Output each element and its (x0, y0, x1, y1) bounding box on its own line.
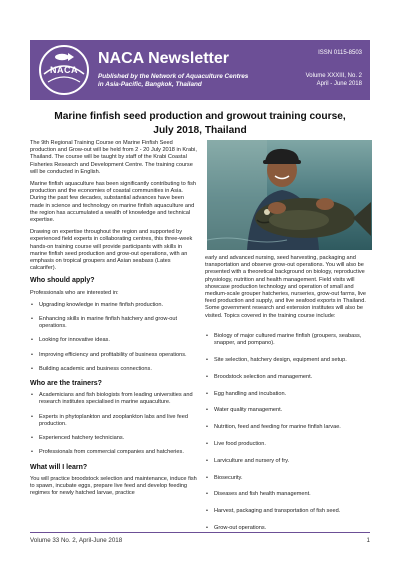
topic-item: • Larviculture and nursery of fry. (205, 458, 371, 465)
topic-item: • Water quality management. (205, 407, 371, 414)
topic-item: • Biosecurity. (205, 475, 371, 482)
headline-line-1: Marine finfish seed production and growout training course, (54, 111, 346, 122)
footer-issue: Volume 33 No. 2, April-June 2018 (30, 537, 123, 544)
footer-divider (30, 532, 370, 533)
learn-paragraph: You will practice broodstock selection and maintenance, induce fish to spawn, incubate eggs, prepare live feed and develop feeding regimes for newly hatched larvae, practice (30, 475, 197, 497)
publisher-line-1: Published by the Network of Aquaculture Centres (98, 73, 249, 80)
trainers-heading: Who are the trainers? (30, 380, 102, 388)
newsletter-publisher (98, 73, 248, 89)
topics-list (205, 333, 371, 532)
intro-paragraph: Drawing on expertise throughout the region and supported by experienced field experts in collaborating centres, this three-week hands-on training course will provide participants with skills in marine finfish seed production and grow-out operations, with an emphasis on tropical groupers and Asian seabass (Lates calcarifer). (30, 229, 193, 272)
learn-heading: What will I learn? (30, 463, 88, 471)
topic-item: • Biology of major cultured marine finfish (groupers, seabass, snapper, and pompano). (205, 333, 371, 347)
topic-item: • Nutrition, feed and feeding for marine finfish larvae. (205, 424, 371, 431)
topic-item: • Diseases and fish health management. (205, 491, 371, 498)
topic-item: • Live food production. (205, 441, 371, 448)
list-item: • Improving efficiency and profitability of business operations. (30, 352, 198, 359)
article-headline (30, 110, 370, 138)
trainers-list (30, 392, 198, 456)
newsletter-masthead (30, 40, 370, 100)
course-description: early and advanced nursing, seed harvesting, packaging and transportation and observe grow-out operations. You will also be presented with a theoretical background on biology, reproductive physiology, nutrition and health management. Field visits will showcase production technology and operation of small and medium-scale grouper hatcheries, nurseries, grow-out farms, live feed production and supply, and live seafood exports in Thailand. Some government research and extension institutes will also be visited. Topics covered in the training course include: (205, 255, 367, 319)
list-item: • Experienced hatchery technicians. (30, 435, 198, 442)
who-apply-list (30, 302, 198, 373)
right-column-topics (205, 333, 371, 542)
intro-paragraph: Marine finfish aquaculture has been significantly contributing to fish production and the economies of coastal communities in Asia. During the past few decades, substantial advances have been made in science and technology on marine finfish aquaculture and the region has accumulated a wealth of knowledge and technical expertise. (30, 181, 197, 224)
topic-item: • Grow-out operations. (205, 525, 371, 532)
list-item: • Academicians and fish biologists from leading universities and research institutes specialised in marine aquaculture. (30, 392, 198, 406)
publisher-line-2: in Asia-Pacific, Bangkok, Thailand (98, 81, 202, 88)
intro-paragraph: The 9th Regional Training Course on Marine Finfish Seed production and Grow-out will be held from 2 - 20 July 2018 in Krabi, Thailand. The course will be taught by staff of the Krabi Coastal Fisheries Research and Development Centre. The training course will be conducted in English. (30, 140, 197, 175)
list-item: • Looking for innovative ideas. (30, 337, 198, 344)
list-item: • Upgrading knowledge in marine finfish production. (30, 302, 198, 309)
topic-item: • Harvest, packaging and transportation of fish seed. (205, 508, 371, 515)
list-item: • Experts in phytoplankton and zooplankton labs and live feed production. (30, 414, 198, 428)
who-apply-heading: Who should apply? (30, 277, 95, 285)
newsletter-title: NACA Newsletter (98, 50, 229, 67)
issn-number: ISSN 0115-8503 (318, 50, 362, 56)
headline-line-2: July 2018, Thailand (153, 125, 247, 136)
fish-photo-illustration (207, 140, 372, 250)
issue-info (306, 73, 362, 88)
list-item: • Enhancing skills in marine finfish hatchery and grow-out operations. (30, 316, 198, 330)
left-column (30, 140, 198, 502)
right-column-intro (205, 255, 371, 325)
list-item: • Building academic and business connections. (30, 366, 198, 373)
page-number: 1 (366, 537, 370, 544)
article-photo (207, 140, 372, 250)
topic-item: • Egg handling and incubation. (205, 391, 371, 398)
topic-item: • Broodstock selection and management. (205, 374, 371, 381)
who-apply-intro: Professionals who are interested in: (30, 289, 119, 296)
volume-label: Volume XXXIII, No. 2 (305, 73, 362, 79)
logo-wordmark: NACA (50, 65, 78, 75)
topic-item: • Site selection, hatchery design, equipment and setup. (205, 357, 371, 364)
naca-logo (38, 44, 90, 96)
period-label: April - June 2018 (316, 80, 362, 87)
list-item: • Professionals from commercial companies and hatcheries. (30, 449, 198, 456)
